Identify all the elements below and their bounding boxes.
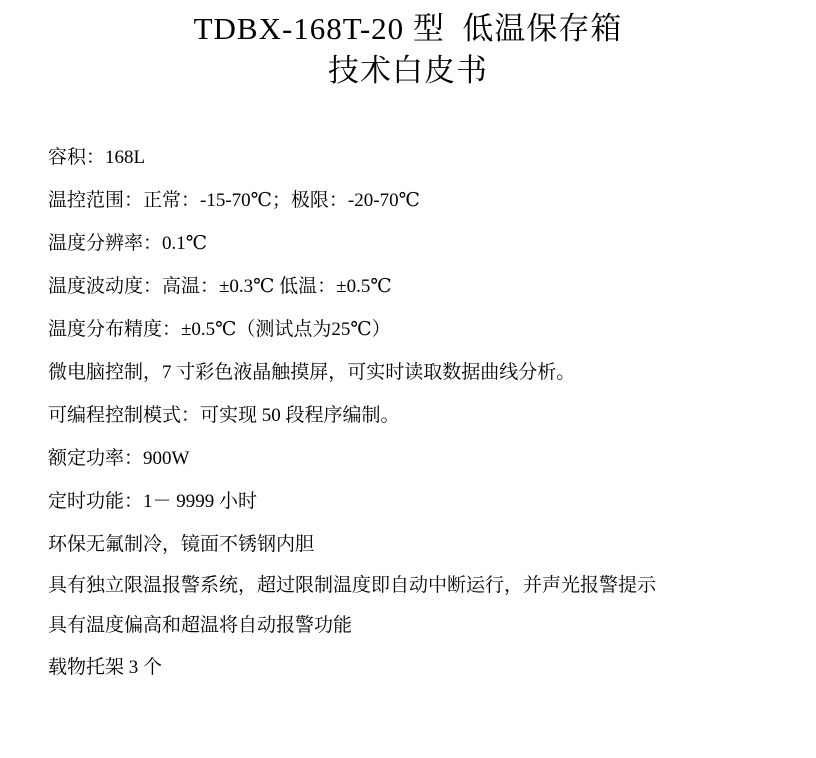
- spec-item-refrigeration: 环保无氟制冷，镜面不锈钢内胆: [48, 534, 315, 555]
- document-title: [0, 0, 816, 92]
- title-line-2: 技术白皮书: [328, 53, 488, 88]
- spec-item-alarm-system: 具有独立限温报警系统，超过限制温度即自动中断运行，并声光报警提示: [48, 575, 657, 596]
- spec-item-program-mode: 可编程控制模式：可实现 50 段程序编制。: [48, 405, 400, 426]
- spec-item-temperature-fluctuation: 温度波动度：高温：±0.3℃ 低温：±0.5℃: [48, 276, 392, 297]
- spec-item-timer: 定时功能：1－ 9999 小时: [48, 491, 258, 512]
- specification-list: [0, 136, 816, 689]
- spec-item-rated-power: 额定功率：900W: [48, 448, 190, 469]
- spec-item-controller: 微电脑控制，7 寸彩色液晶触摸屏，可实时读取数据曲线分析。: [48, 362, 576, 383]
- spec-item-volume: 容积：168L: [48, 147, 146, 168]
- spec-item-temperature-resolution: 温度分辨率：0.1℃: [48, 233, 208, 254]
- spec-item-temperature-range: 温控范围：正常：-15-70℃；极限：-20-70℃: [48, 190, 420, 211]
- spec-item-temperature-uniformity: 温度分布精度：±0.5℃（测试点为25℃）: [48, 319, 391, 340]
- spec-item-shelves: 载物托架 3 个: [48, 657, 163, 678]
- title-line-1: TDBX-168T-20 型 低温保存箱: [193, 11, 623, 46]
- spec-item-over-temperature-alarm: 具有温度偏高和超温将自动报警功能: [48, 615, 353, 636]
